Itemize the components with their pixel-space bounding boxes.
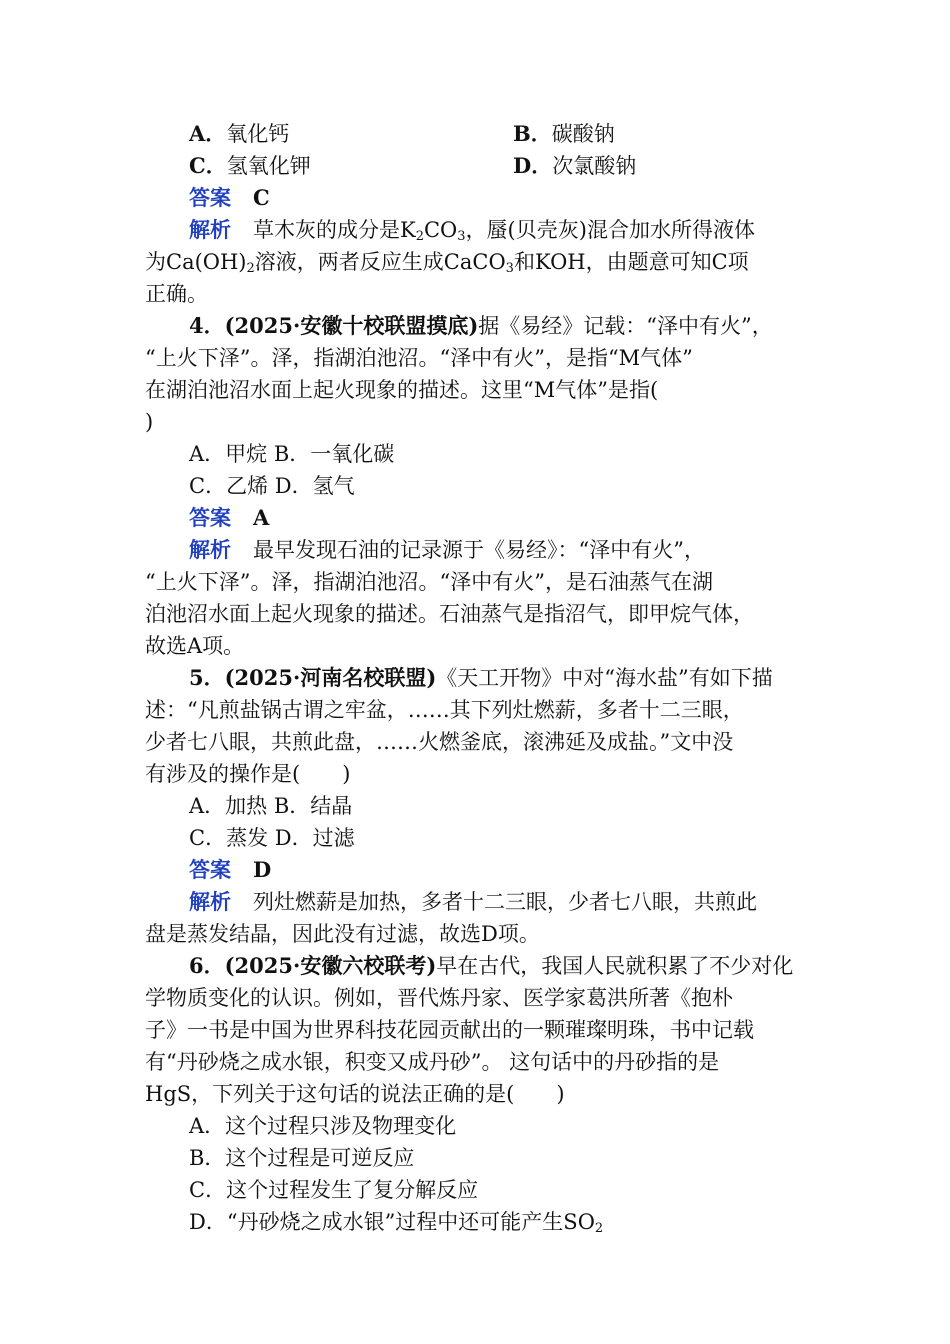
q5-stem-line-3: 少者七八眼，共煎此盘，……火燃釜底，滚沸延及成盐。”文中没	[145, 730, 734, 754]
q3-answer	[145, 182, 810, 214]
option-c-text: 氢氧化钾	[226, 154, 311, 178]
q6-stem-line-1	[145, 950, 810, 982]
q3-options-ab	[145, 118, 810, 150]
explanation-tag: 解析	[189, 537, 231, 562]
q4-stem-line-4: )	[145, 410, 154, 434]
answer-tag: 答案	[189, 185, 231, 210]
q4-explanation-line-3: 泊池沼水面上起火现象的描述。石油蒸气是指沼气，即甲烷气体，	[145, 602, 754, 626]
option-c-label: C．	[189, 153, 227, 178]
answer-tag: 答案	[189, 505, 231, 530]
q5-explanation-line-2: 盘是蒸发结晶，因此没有过滤，故选D项。	[145, 922, 540, 946]
q6-option-c: C．这个过程发生了复分解反应	[189, 1178, 479, 1202]
q5-options-ab: A．加热 B．结晶	[189, 794, 353, 818]
subscript: 2	[415, 229, 424, 244]
question-number: 4．	[189, 313, 225, 338]
option-a-text: 氧化钙	[226, 122, 290, 146]
q4-stem-line-3: 在湖泊池沼水面上起火现象的描述。这里“M气体”是指(	[145, 378, 659, 402]
subscript: 2	[246, 261, 255, 276]
q6-stem-line-2: 学物质变化的认识。例如，晋代炼丹家、医学家葛洪所著《抱朴	[145, 986, 733, 1010]
q5-options-cd: C．蒸发 D．过滤	[189, 826, 355, 850]
q4-explanation-line-1	[145, 534, 810, 566]
q5-stem-line-2: 述：“凡煎盐锅古谓之牢盆，……其下列灶燃薪，多者十二三眼，	[145, 698, 744, 722]
q3-explanation-line-3: 正确。	[145, 282, 208, 306]
explanation-tag: 解析	[189, 889, 231, 914]
subscript: 2	[594, 1221, 604, 1236]
q4-explanation-line-4: 故选A项。	[145, 634, 245, 658]
question-text: 据《易经》记载：“泽中有火”，	[478, 314, 773, 338]
option-b-label: B．	[513, 121, 552, 146]
q4-stem-line-2: “上火下泽”。泽，指湖泊池沼。“泽中有火”，是指“M气体”	[145, 346, 693, 370]
explanation-text: 最早发现石油的记录源于《易经》：“泽中有火”，	[253, 538, 705, 562]
q4-options-cd: C．乙烯 D．氢气	[189, 474, 355, 498]
subscript: 3	[457, 229, 466, 244]
option-d-text: 次氯酸钠	[552, 154, 637, 178]
answer-value: D	[253, 857, 272, 882]
q5-explanation-line-1	[145, 886, 810, 918]
explanation-tag: 解析	[189, 217, 231, 242]
answer-tag: 答案	[189, 857, 231, 882]
q6-option-a: A．这个过程只涉及物理变化	[189, 1114, 457, 1138]
q6-stem-line-3: 子》一书是中国为世界科技花园贡献出的一颗璀璨明珠，书中记载	[145, 1018, 754, 1042]
question-number: 5．	[189, 665, 225, 690]
q3-options-cd	[145, 150, 810, 182]
explanation-text: 为Ca(OH)	[145, 250, 247, 274]
option-d-label: D．	[513, 153, 553, 178]
question-source: (2025·安徽十校联盟摸底)	[224, 313, 479, 338]
question-text: 《天工开物》中对“海水盐”有如下描	[436, 666, 773, 690]
q6-stem-line-5: HgS，下列关于这句话的说法正确的是( )	[145, 1082, 565, 1106]
question-text: 早在古代，我国人民就积累了不少对化	[436, 954, 794, 978]
explanation-text: 和KOH，由题意可知C项	[513, 250, 749, 274]
q5-stem-line-4: 有涉及的操作是( )	[145, 762, 351, 786]
explanation-text: 列灶燃薪是加热，多者十二三眼，少者七八眼，共煎此	[253, 890, 757, 914]
q4-explanation-line-2: “上火下泽”。泽，指湖泊池沼。“泽中有火”，是石油蒸气在湖	[145, 570, 713, 594]
option-a-label: A．	[189, 121, 227, 146]
explanation-text: CO	[423, 218, 458, 242]
q4-options-ab: A．甲烷 B．一氧化碳	[189, 442, 395, 466]
q6-option-b: B．这个过程是可逆反应	[189, 1146, 415, 1170]
q3-explanation-line-2	[145, 246, 810, 278]
explanation-text: ，蜃(贝壳灰)混合加水所得液体	[465, 218, 755, 242]
q6-option-d	[145, 1206, 810, 1238]
q5-stem-line-1	[145, 662, 810, 694]
document-page	[145, 118, 810, 1238]
q4-answer	[145, 502, 810, 534]
q6-stem-line-4: 有“丹砂烧之成水银，积变又成丹砂”。 这句话中的丹砂指的是	[145, 1050, 720, 1074]
q5-answer	[145, 854, 810, 886]
explanation-text: 溶液，两者反应生成CaCO	[254, 250, 506, 274]
explanation-text: 草木灰的成分是K	[253, 218, 416, 242]
answer-value: A	[253, 505, 270, 530]
subscript: 3	[505, 261, 514, 276]
answer-value: C	[253, 185, 270, 210]
question-number: 6．	[189, 953, 225, 978]
option-d-text: D．“丹砂烧之成水银”过程中还可能产生SO	[189, 1210, 595, 1234]
question-source: (2025·安徽六校联考)	[224, 953, 437, 978]
option-b-text: 碳酸钠	[551, 122, 615, 146]
q4-stem-line-1	[145, 310, 810, 342]
question-source: (2025·河南名校联盟)	[224, 665, 437, 690]
q3-explanation-line-1	[145, 214, 810, 246]
